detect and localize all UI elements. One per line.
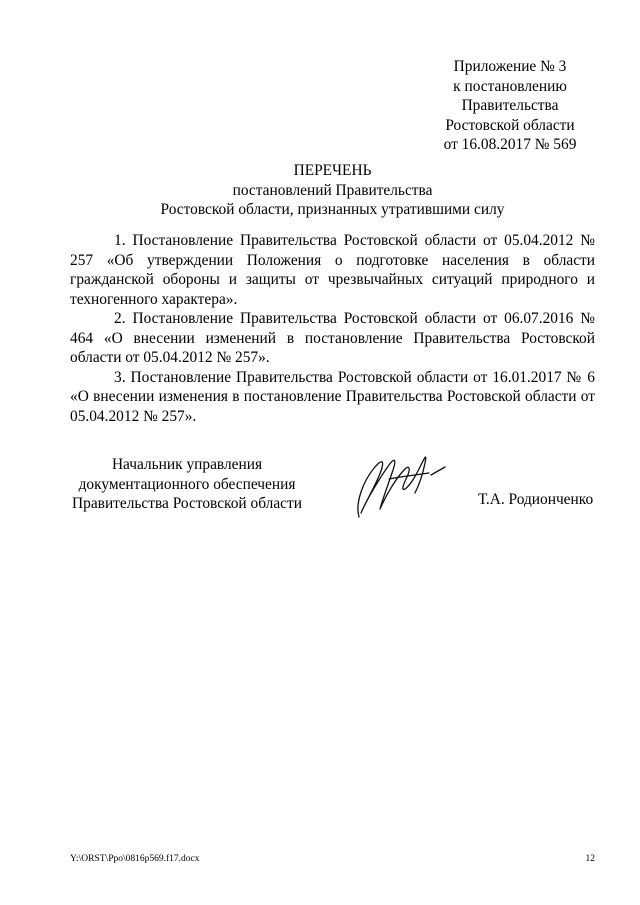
resolutions-list [70,231,595,426]
appendix-date-number: от 16.08.2017 № 569 [443,136,577,153]
position-line: Начальник управления [111,456,263,473]
appendix-ref-line: Ростовской области [445,116,575,134]
list-item: 2. Постановление Правительства Ростовской области от 06.07.2016 № 464 «О внесении изменений в постановление Правительства Ростовской области от 05.04.2012 № 257». [70,310,595,366]
position-line: документационного обеспечения [78,475,296,493]
title-heading: ПЕРЕЧЕНЬ [293,162,372,179]
signer-position [62,455,312,514]
position-line: Правительства Ростовской области [72,495,302,512]
page-number: 12 [585,854,595,864]
title-subline: постановлений Правительства [232,181,433,199]
title-subline: Ростовской области, признанных утратившими силу [160,201,505,218]
list-item: 1. Постановление Правительства Ростовской области от 05.04.2012 № 257 «Об утверждении Положения о подготовке населения в области гражданской обороны и защиты от чрезвычайных ситуаций природного и техногенного характера». [70,232,595,308]
appendix-header [415,57,605,155]
appendix-ref-line: Правительства [461,97,559,114]
footer-file-path: Y:\ORST\Ppo\0816p569.f17.docx [70,854,200,864]
document-title [70,161,595,220]
signer-name: Т.А. Родионченко [478,491,594,508]
appendix-number: Приложение № 3 [453,58,567,75]
list-item: 3. Постановление Правительства Ростовской области от 16.01.2017 № 6 «О внесении изменения в постановление Правительства Ростовской области от 05.04.2012 № 257». [70,368,595,425]
handwritten-signature [345,443,450,523]
appendix-ref-line: к постановлению [453,77,567,95]
